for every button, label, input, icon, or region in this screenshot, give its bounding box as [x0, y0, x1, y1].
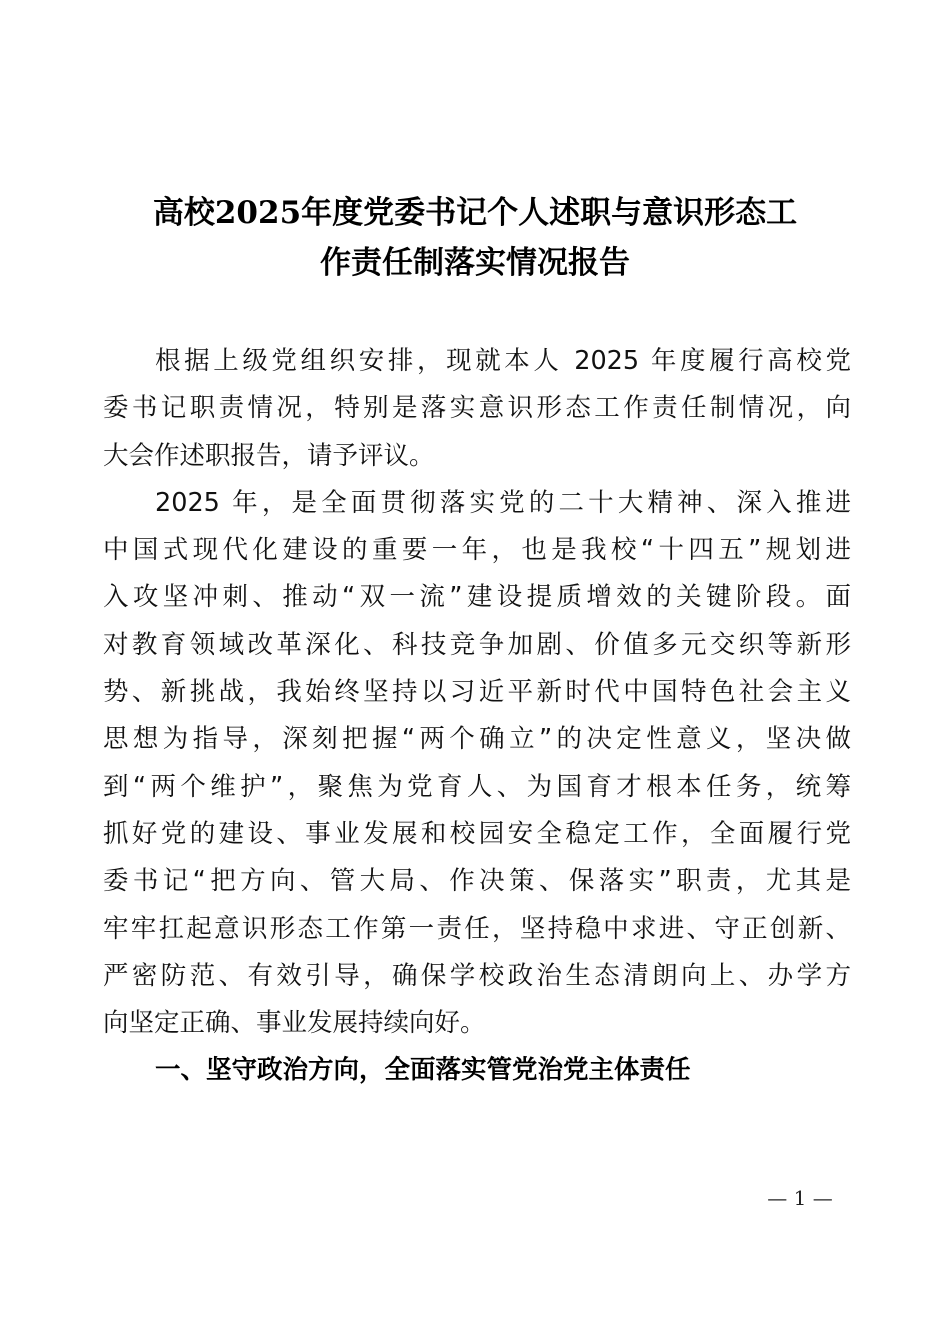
paragraph-line: 抓好党的建设、事业发展和校园安全稳定工作，全面履行党 [103, 818, 851, 849]
section-heading: 一、坚守政治方向，全面落实管党治党主体责任 [155, 1055, 691, 1086]
paragraph-line: 入攻坚冲刺、推动“双一流”建设提质增效的关键阶段。面 [103, 582, 851, 613]
paragraph-line: 委书记职责情况，特别是落实意识形态工作责任制情况，向 [103, 393, 851, 424]
title-line-1: 高校2025年度党委书记个人述职与意识形态工 [152, 195, 798, 231]
page-number: — 1 — [767, 1186, 833, 1210]
paragraph-line: 严密防范、有效引导，确保学校政治生态清朗向上、办学方 [103, 960, 851, 991]
paragraph-line: 根据上级党组织安排，现就本人 2025 年度履行高校党 [155, 346, 851, 376]
paragraph-line: 势、新挑战，我始终坚持以习近平新时代中国特色社会主义 [103, 677, 851, 708]
paragraph-line: 牢牢扛起意识形态工作第一责任，坚持稳中求进、守正创新、 [103, 913, 851, 944]
paragraph-line: 对教育领域改革深化、科技竞争加剧、价值多元交织等新形 [103, 629, 851, 660]
paragraph-1 [103, 338, 851, 480]
document-body [103, 338, 851, 1095]
paragraph-line: 委书记“把方向、管大局、作决策、保落实”职责，尤其是 [103, 866, 851, 897]
paragraph-line: 思想为指导，深刻把握“两个确立”的决定性意义，坚决做 [103, 724, 851, 755]
paragraph-line: 到“两个维护”，聚焦为党育人、为国育才根本任务，统筹 [103, 771, 851, 802]
paragraph-line: 大会作述职报告，请予评议。 [103, 440, 435, 471]
paragraph-line: 2025 年，是全面贯彻落实党的二十大精神、深入推进 [155, 487, 851, 518]
paragraph-2 [103, 480, 851, 1048]
paragraph-line: 向坚定正确、事业发展持续向好。 [103, 1008, 486, 1039]
paragraph-line: 中国式现代化建设的重要一年，也是我校“十四五”规划进 [103, 535, 851, 566]
title-line-2: 作责任制落实情况报告 [320, 245, 630, 281]
document-title [100, 188, 850, 288]
